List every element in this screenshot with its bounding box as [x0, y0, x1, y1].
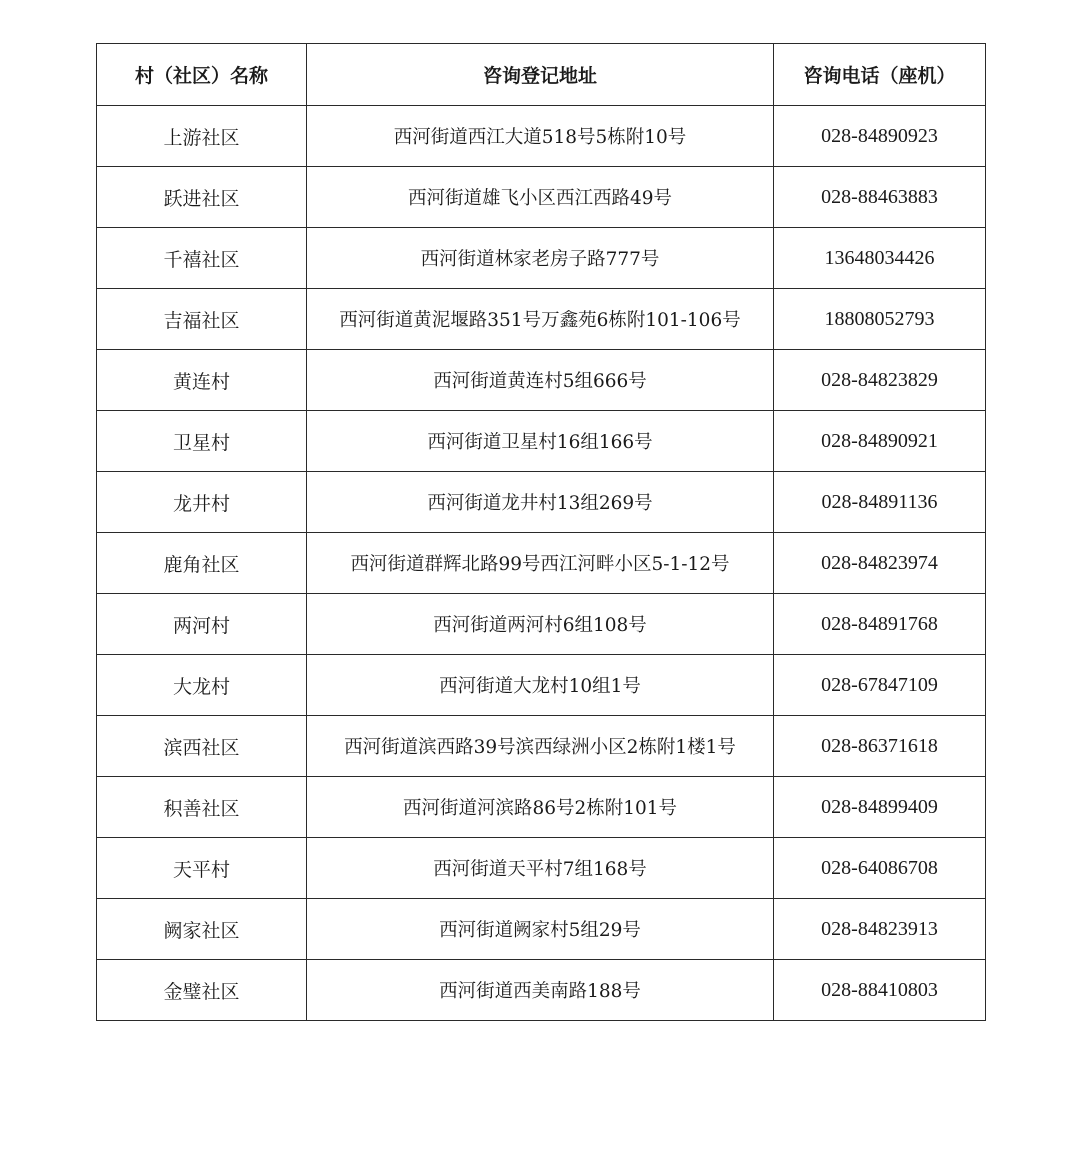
phone-cell: 028-88410803 — [774, 960, 986, 1021]
table-row — [97, 655, 986, 716]
address-cell: 西河街道林家老房子路777号 — [307, 228, 774, 289]
address-cell: 西河街道阙家村5组29号 — [307, 899, 774, 960]
community-name-cell: 上游社区 — [97, 106, 307, 167]
phone-cell: 028-84899409 — [774, 777, 986, 838]
phone-cell: 028-84890923 — [774, 106, 986, 167]
phone-cell: 028-84823974 — [774, 533, 986, 594]
address-cell: 西河街道西江大道518号5栋附10号 — [307, 106, 774, 167]
community-name-cell: 金璧社区 — [97, 960, 307, 1021]
address-cell: 西河街道西美南路188号 — [307, 960, 774, 1021]
address-cell: 西河街道大龙村10组1号 — [307, 655, 774, 716]
phone-cell: 028-64086708 — [774, 838, 986, 899]
table-row — [97, 228, 986, 289]
community-name-cell: 大龙村 — [97, 655, 307, 716]
address-cell: 西河街道天平村7组168号 — [307, 838, 774, 899]
table-row — [97, 167, 986, 228]
community-name-cell: 滨西社区 — [97, 716, 307, 777]
table-row — [97, 899, 986, 960]
community-name-cell: 千禧社区 — [97, 228, 307, 289]
address-cell: 西河街道卫星村16组166号 — [307, 411, 774, 472]
phone-cell: 13648034426 — [774, 228, 986, 289]
phone-cell: 028-84823913 — [774, 899, 986, 960]
phone-cell: 028-86371618 — [774, 716, 986, 777]
community-name-cell: 鹿角社区 — [97, 533, 307, 594]
phone-cell: 028-84891768 — [774, 594, 986, 655]
phone-cell: 028-88463883 — [774, 167, 986, 228]
address-cell: 西河街道滨西路39号滨西绿洲小区2栋附1楼1号 — [307, 716, 774, 777]
table-row — [97, 716, 986, 777]
community-name-cell: 龙井村 — [97, 472, 307, 533]
table-header — [97, 44, 986, 106]
header-row — [97, 44, 986, 106]
table-row — [97, 960, 986, 1021]
table-row — [97, 106, 986, 167]
table-row — [97, 777, 986, 838]
table-row — [97, 411, 986, 472]
community-name-cell: 阙家社区 — [97, 899, 307, 960]
community-name-cell: 吉福社区 — [97, 289, 307, 350]
community-name-cell: 卫星村 — [97, 411, 307, 472]
address-cell: 西河街道黄连村5组666号 — [307, 350, 774, 411]
header-address: 咨询登记地址 — [307, 44, 774, 106]
phone-cell: 028-84891136 — [774, 472, 986, 533]
community-name-cell: 两河村 — [97, 594, 307, 655]
header-phone: 咨询电话（座机） — [774, 44, 986, 106]
address-cell: 西河街道两河村6组108号 — [307, 594, 774, 655]
address-cell: 西河街道雄飞小区西江西路49号 — [307, 167, 774, 228]
address-cell: 西河街道龙井村13组269号 — [307, 472, 774, 533]
address-cell: 西河街道群辉北路99号西江河畔小区5-1-12号 — [307, 533, 774, 594]
community-name-cell: 积善社区 — [97, 777, 307, 838]
phone-cell: 028-84890921 — [774, 411, 986, 472]
table-row — [97, 838, 986, 899]
header-name: 村（社区）名称 — [97, 44, 307, 106]
address-cell: 西河街道黄泥堰路351号万鑫苑6栋附101-106号 — [307, 289, 774, 350]
table-body — [97, 106, 986, 1021]
table-row — [97, 350, 986, 411]
phone-cell: 18808052793 — [774, 289, 986, 350]
table-row — [97, 533, 986, 594]
table-row — [97, 289, 986, 350]
community-name-cell: 跃进社区 — [97, 167, 307, 228]
phone-cell: 028-84823829 — [774, 350, 986, 411]
consultation-table — [96, 43, 986, 1021]
table-row — [97, 472, 986, 533]
community-name-cell: 黄连村 — [97, 350, 307, 411]
table-row — [97, 594, 986, 655]
phone-cell: 028-67847109 — [774, 655, 986, 716]
address-cell: 西河街道河滨路86号2栋附101号 — [307, 777, 774, 838]
community-name-cell: 天平村 — [97, 838, 307, 899]
